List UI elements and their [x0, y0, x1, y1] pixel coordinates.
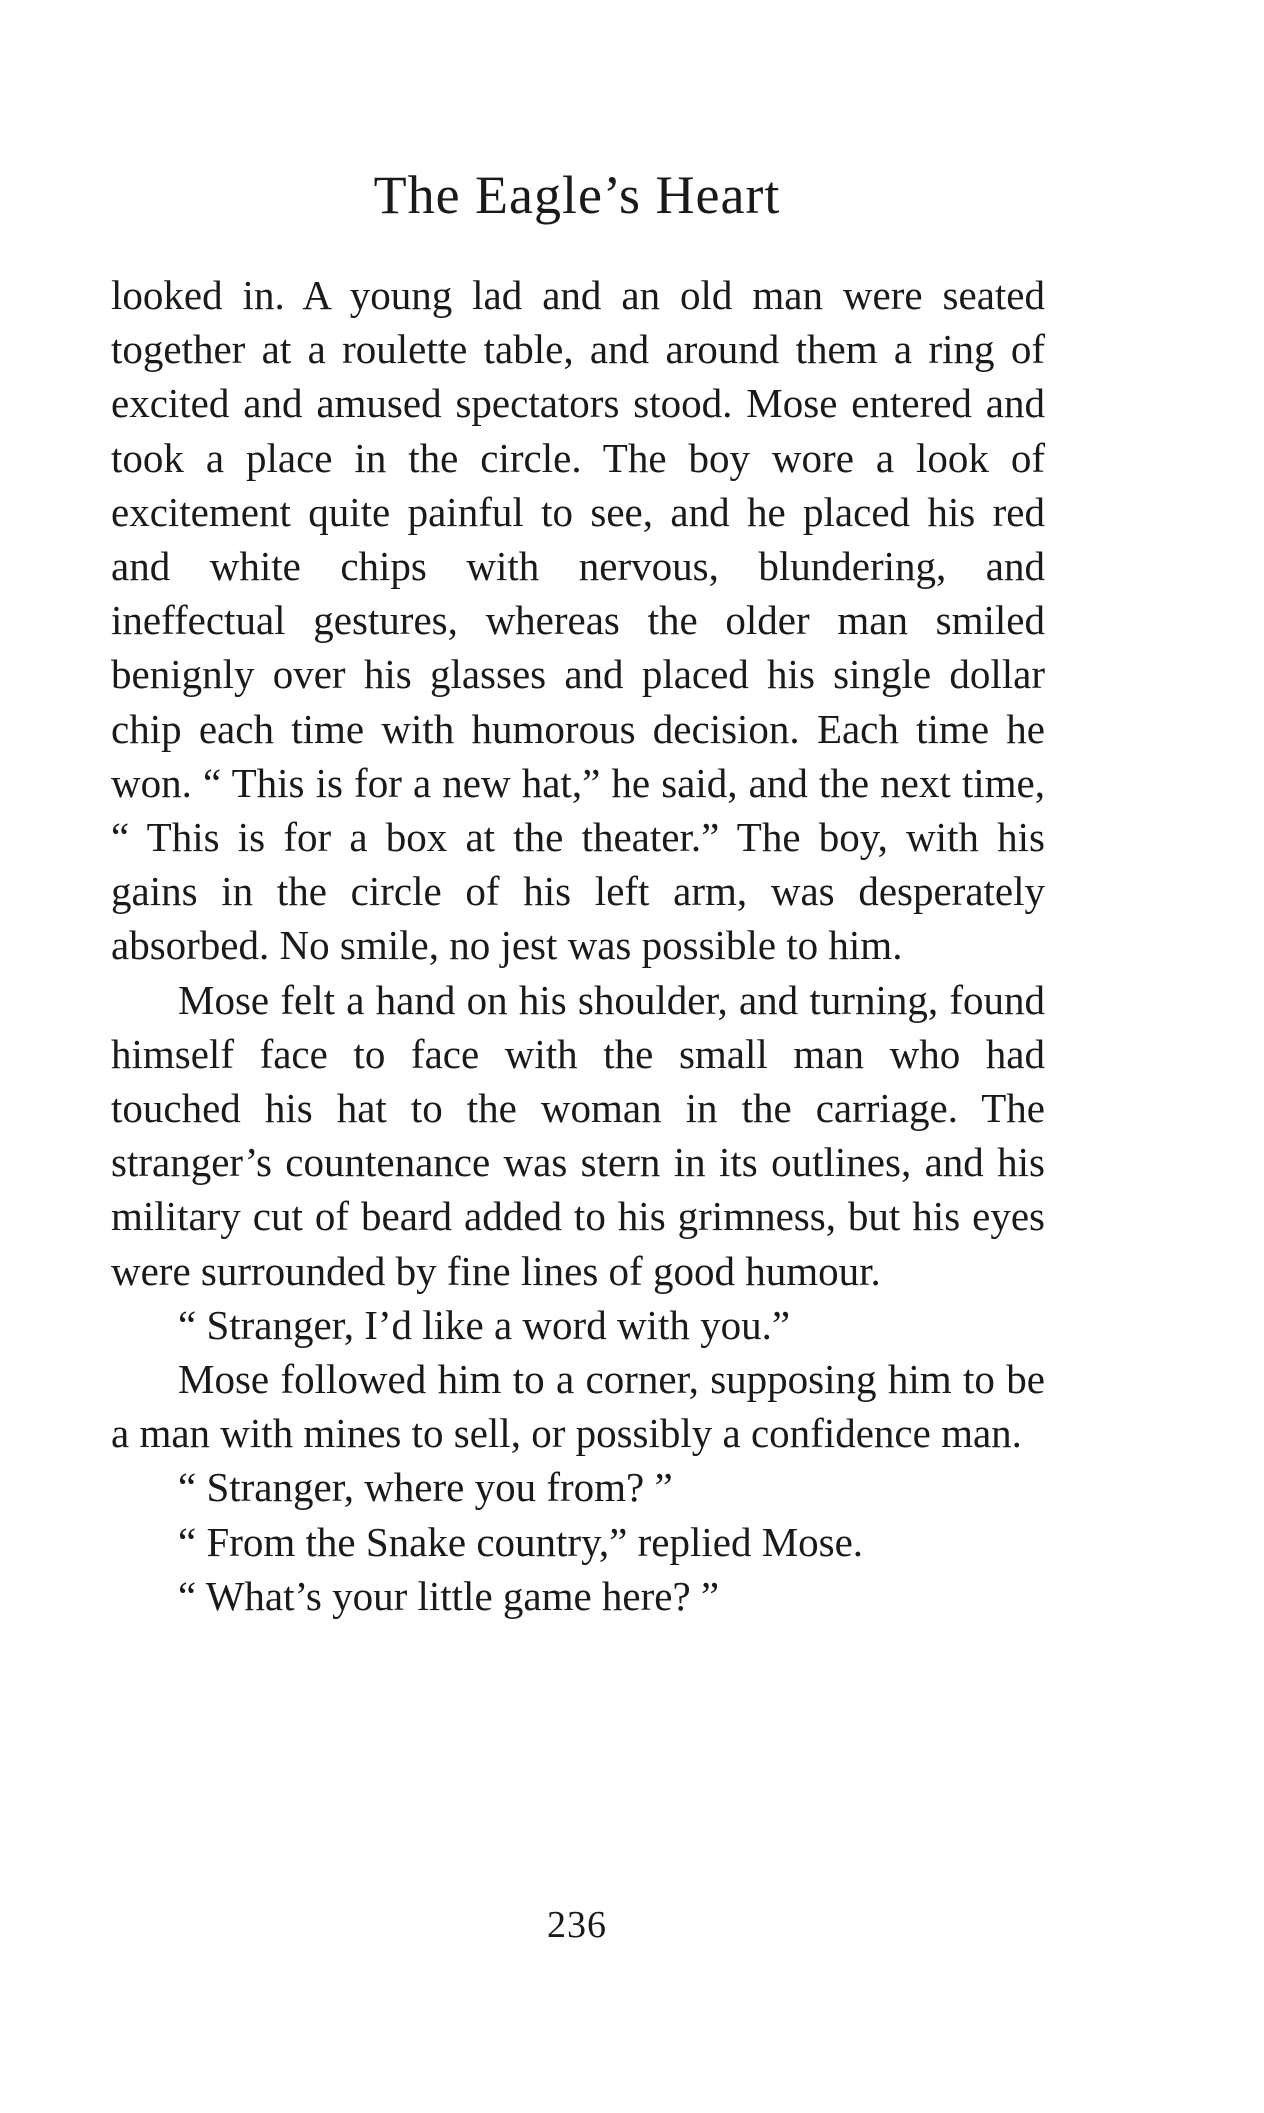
running-head: The Eagle’s Heart	[373, 165, 781, 225]
dialogue-line: “ From the Snake country,” replied Mose.	[178, 1518, 864, 1565]
dialogue-line: “ Stranger, where you from? ”	[178, 1464, 673, 1511]
dialogue-line: “ Stranger, I’d like a word with you.”	[178, 1301, 791, 1348]
dialogue-line: “ What’s your little game here? ”	[178, 1572, 720, 1619]
paragraph: Mose followed him to a corner, supposing him to be a man with mines to sell, or possibly a confidence man.	[111, 1356, 1045, 1457]
paragraph: Mose felt a hand on his shoulder, and turning, found himself face to face with the small man who had touched his hat to the woman in the carriage. The stranger’s countenance was stern in its outlines, and his military cut of beard added to his grimness, but his eyes were surrounded by fine lines of good humour.	[111, 976, 1045, 1294]
body-text	[111, 268, 1045, 1623]
paragraph: looked in. A young lad and an old man were seated together at a roulette table, and around them a ring of excited and amused spectators stood. Mose entered and took a place in the circle. The boy wore a look of excitement quite painful to see, and he placed his red and white chips with nervous, blundering, and ineffectual gestures, whereas the older man smiled benignly over his glasses and placed his single dollar chip each time with humorous decision. Each time he won. “ This is for a new hat,” he said, and the next time, “ This is for a box at the theater.” The boy, with his gains in the circle of his left arm, was desperately absorbed. No smile, no jest was possible to him.	[111, 272, 1045, 969]
page-number: 236	[547, 1904, 607, 1946]
